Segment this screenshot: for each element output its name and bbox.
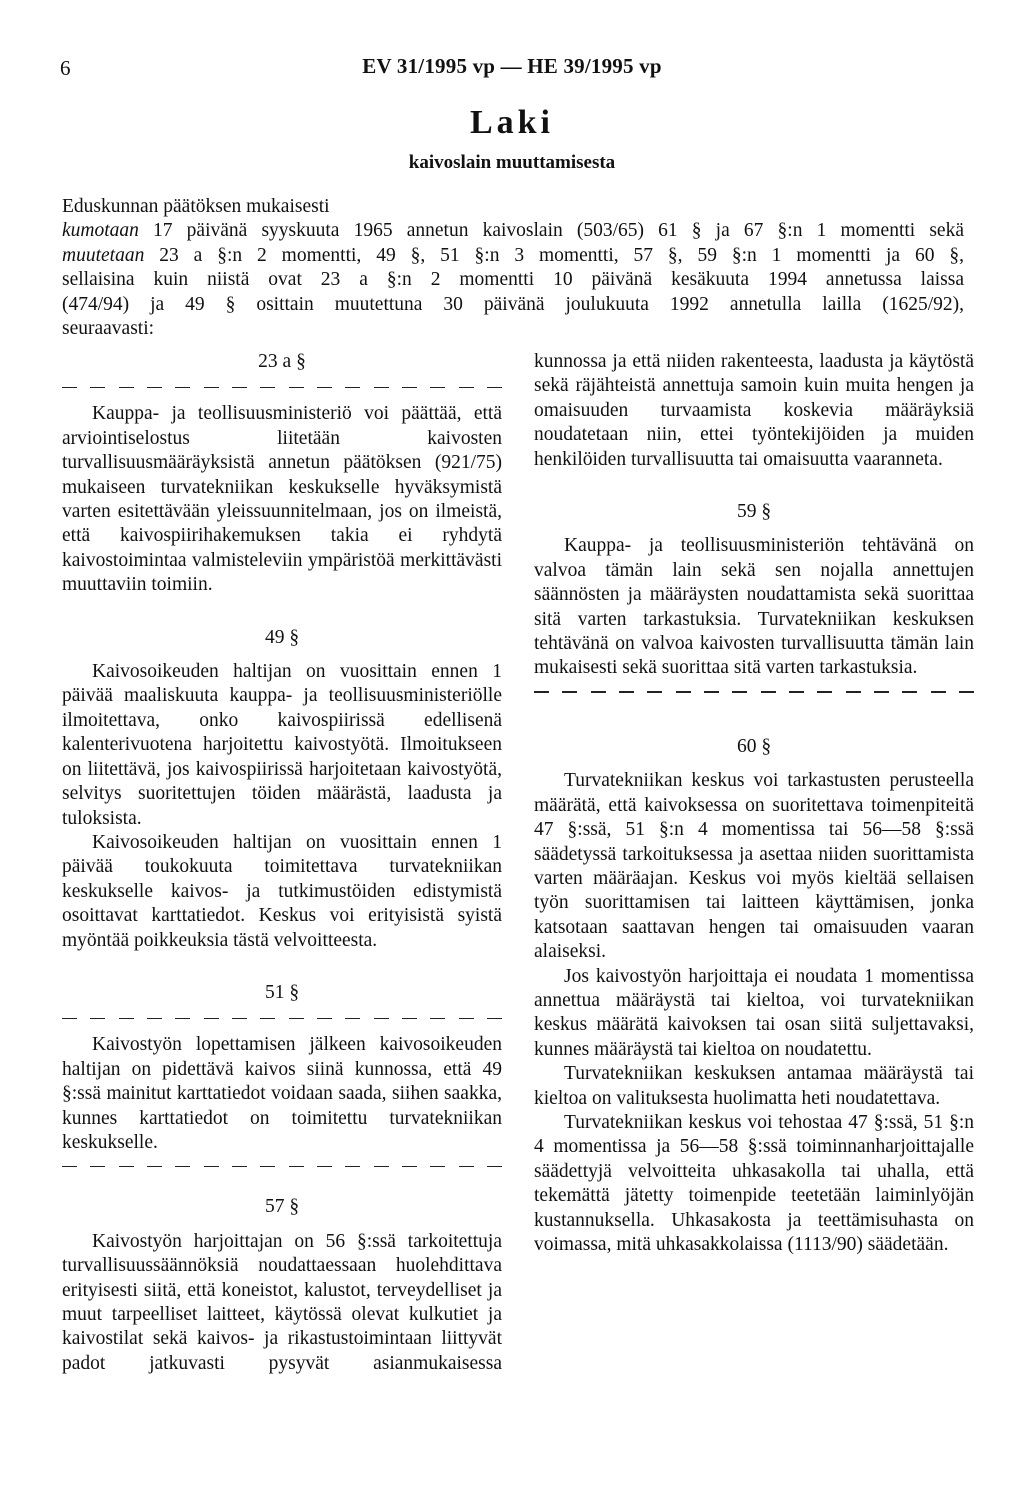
omission-dashes	[62, 1015, 502, 1021]
right-column	[534, 350, 974, 1257]
section-heading-51: 51 §	[264, 981, 300, 1003]
section-60-paragraph: Turvatekniikan keskus voi tarkastusten perusteella määrätä, että kaivoksessa on suoritettava toimenpiteitä 47 §:ssä, 51 §:n 4 momentissa tai 56—58 §:ssä säädetyssä tarkoituksessa ja asettaa niiden suorittamista varten määräajan. Keskus voi myös kieltää sellaisen työn suorittamisen tai laitteen käyttämisen, jonka katsotaan saattavan hengen tai omaisuuden vaaran alaiseksi.	[534, 770, 974, 963]
preamble-line: seuraavasti:	[62, 318, 155, 340]
preamble-text: 23 a §:n 2 momentti, 49 §, 51 §:n 3 momentti, 57 §, 59 §:n 1 momentti ja 60 §,	[144, 244, 964, 266]
preamble-keyword: muutetaan	[62, 244, 145, 266]
section-59-paragraph: Kauppa- ja teollisuusministeriön tehtävänä on valvoa tämän lain sekä sen nojalla annettujen säännösten ja määräysten noudattamista sekä suorittaa sitä varten tarkastuksia. Turvatekniikan keskuksen tehtävänä on valvoa kaivosten turvallisuutta tämän lain mukaisesti sekä suorittaa sitä varten tarkastuksia.	[534, 535, 974, 679]
section-51-paragraph: Kaivostyön lopettamisen jälkeen kaivosoikeuden haltijan on pidettävä kaivos siinä kunnossa, että 49 §:ssä mainitut karttatiedot voidaan saada, siihen saakka, kunnes karttatiedot on toimitettu turvatekniikan keskukselle.	[62, 1034, 502, 1153]
section-49-paragraph: Kaivosoikeuden haltijan on vuosittain ennen 1 päivää toukokuuta toimitettava turvatekniikan keskukselle kaivos- ja tutkimustöiden edistymistä osoittavat karttatiedot. Keskus voi erityisistä syistä myöntää poikkeuksia tästä velvoitteesta.	[62, 831, 502, 951]
section-57-paragraph: Kaivostyön harjoittajan on 56 §:ssä tarkoitettuja turvallisuussäännöksiä noudattaessaan huolehdittava erityisesti siitä, että koneistot, kalustot, terveydelliset ja muut tarpeelliset laitteet, käytössä olevat kulkutiet ja kaivostilat sekä kaivos- ja rikastustoimintaan liittyvät padot jatkuvasti pysyvät asianmukaisessa	[62, 1230, 502, 1374]
preamble-line	[62, 244, 964, 268]
section-60-paragraph: Turvatekniikan keskuksen antamaa määräystä tai kieltoa on valituksesta huolimatta heti noudatettava.	[534, 1063, 974, 1109]
preamble-line	[62, 219, 964, 243]
preamble-line: (474/94) ja 49 § osittain muutettuna 30 päivänä joulukuuta 1992 annetulla lailla (1625/92),	[62, 293, 964, 315]
omission-dashes	[62, 384, 502, 390]
section-heading-49: 49 §	[264, 626, 300, 648]
section-heading-59: 59 §	[736, 501, 772, 523]
preamble	[62, 195, 964, 341]
omission-dashes	[534, 689, 974, 695]
preamble-line: Eduskunnan päätöksen mukaisesti	[62, 196, 330, 217]
section-heading-23a: 23 a §	[258, 351, 306, 372]
section-49-paragraph: Kaivosoikeuden haltijan on vuosittain ennen 1 päivää maaliskuuta kauppa- ja teollisuusministeriölle ilmoitettava, onko kaivospiirissä edellisenä kalenterivuotena harjoitettu kaivostyötä. Ilmoitukseen on liitettävä, jos kaivospiirissä harjoitetaan kaivostyötä, selvitys suoritettujen töiden määrästä, laadusta ja tuloksista.	[62, 661, 502, 829]
running-head: EV 31/1995 vp — HE 39/1995 vp	[362, 54, 662, 78]
preamble-keyword: kumotaan	[62, 220, 139, 242]
document-subtitle: kaivoslain muuttamisesta	[408, 152, 616, 173]
section-23a-paragraph: Kauppa- ja teollisuusministeriö voi päättää, että arviointiselostus liitetään kaivosten turvallisuusmääräyksistä annetun päätöksen (921/75) mukaiseen turvatekniikan keskukselle hyväksymistä varten esitettävään yleissuunnitelmaan, jos on ilmeistä, että kaivospiirihakemuksen takia ei ryhdytä kaivostoimintaa valmisteleviin ympäristöä merkittävästi muuttaviin toimiin.	[62, 403, 502, 596]
omission-dashes	[62, 1163, 502, 1169]
document-title: Laki	[469, 104, 555, 141]
page-number: 6	[60, 56, 71, 80]
section-60-paragraph: Turvatekniikan keskus voi tehostaa 47 §:ssä, 51 §:n 4 momentissa ja 56—58 §:ssä toiminnanharjoittajalle säädettyjä velvoitteita uhkasakolla tai uhalla, että tekemättä jätetty toimenpide teetetään laiminlyöjän kustannuksella. Uhkasakosta ja teettämisuhasta on voimassa, mitä uhkasakkolaissa (1113/90) säädetään.	[534, 1111, 974, 1255]
preamble-text: 17 päivänä syyskuuta 1965 annetun kaivoslain (503/65) 61 § ja 67 §:n 1 momentti sekä	[138, 220, 964, 242]
section-60-paragraph: Jos kaivostyön harjoittaja ei noudata 1 momentissa annettua määräystä tai kieltoa, voi turvatekniikan keskus määrätä kaivoksen tai osan siitä suljettavaksi, kunnes määräystä tai kieltoa on noudatettu.	[534, 965, 974, 1060]
preamble-line: sellaisina kuin niistä ovat 23 a §:n 2 momentti 10 päivänä kesäkuuta 1994 annetussa laissa	[62, 269, 964, 291]
section-heading-60: 60 §	[736, 735, 772, 757]
section-57-continuation: kunnossa ja että niiden rakenteesta, laadusta ja käytöstä sekä räjähteistä annettuja samoin kuin muita hengen ja omaisuuden turvaamista koskevia määräyksiä noudatetaan niin, ettei työntekijöiden ja muiden henkilöiden turvallisuutta tai omaisuutta vaaranneta.	[534, 351, 974, 470]
section-heading-57: 57 §	[264, 1196, 300, 1218]
left-column	[62, 350, 502, 1376]
